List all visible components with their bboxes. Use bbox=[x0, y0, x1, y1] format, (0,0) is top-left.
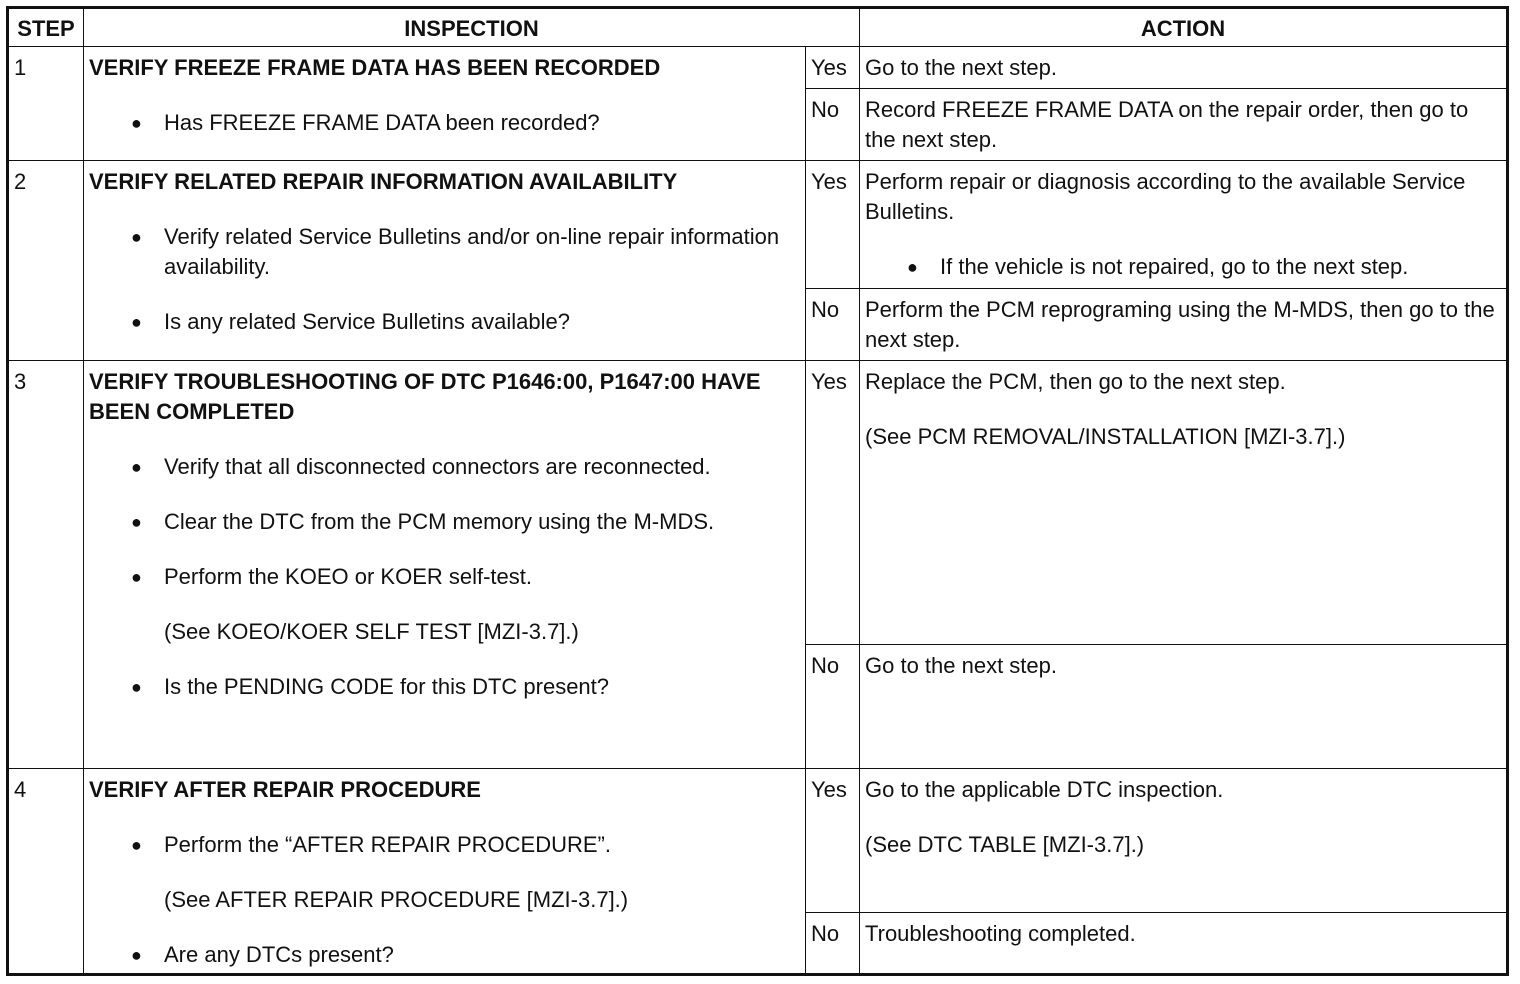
inspection-item: ● Is the PENDING CODE for this DTC present? bbox=[89, 672, 800, 702]
no-label: No bbox=[806, 89, 860, 161]
yes-action-text: Perform repair or diagnosis according to the available Service Bulletins. bbox=[865, 169, 1466, 224]
step-title: VERIFY AFTER REPAIR PROCEDURE bbox=[89, 777, 481, 802]
step-title: VERIFY TROUBLESHOOTING OF DTC P1646:00, P1647:00 HAVE BEEN COMPLETED bbox=[89, 369, 761, 424]
no-label: No bbox=[806, 645, 860, 769]
no-action: Troubleshooting completed. bbox=[860, 913, 1508, 975]
yes-label: Yes bbox=[806, 361, 860, 645]
inspection-item: ● Perform the “AFTER REPAIR PROCEDURE”. bbox=[89, 830, 800, 860]
step-4-yes-row bbox=[8, 769, 1508, 913]
step-number: 1 bbox=[8, 47, 84, 161]
step-inspection bbox=[84, 161, 806, 361]
yes-label: Yes bbox=[806, 47, 860, 89]
yes-action-text: Replace the PCM, then go to the next step. bbox=[865, 369, 1286, 394]
header-row bbox=[8, 8, 1508, 47]
step-inspection bbox=[84, 361, 806, 769]
inspection-item: ● Has FREEZE FRAME DATA been recorded? bbox=[89, 108, 800, 138]
yes-label: Yes bbox=[806, 161, 860, 289]
inspection-item: ● Are any DTCs present? bbox=[89, 940, 800, 970]
inspection-item: ● Verify related Service Bulletins and/or on-line repair information availability. bbox=[89, 222, 800, 282]
yes-action-reference: (See PCM REMOVAL/INSTALLATION [MZI-3.7].) bbox=[865, 424, 1346, 449]
step-inspection bbox=[84, 769, 806, 975]
yes-label: Yes bbox=[806, 769, 860, 913]
action-column-header: ACTION bbox=[860, 8, 1508, 47]
step-number: 3 bbox=[8, 361, 84, 769]
inspection-item: ● Perform the KOEO or KOER self-test. bbox=[89, 562, 800, 592]
no-label: No bbox=[806, 289, 860, 361]
step-1-yes-row bbox=[8, 47, 1508, 89]
no-label: No bbox=[806, 913, 860, 975]
inspection-item: ● Clear the DTC from the PCM memory using the M-MDS. bbox=[89, 507, 800, 537]
yes-action-bullet: ● If the vehicle is not repaired, go to the next step. bbox=[865, 252, 1501, 282]
step-column-header: STEP bbox=[8, 8, 84, 47]
yes-action bbox=[860, 361, 1508, 645]
step-number: 4 bbox=[8, 769, 84, 975]
step-inspection bbox=[84, 47, 806, 161]
inspection-column-header: INSPECTION bbox=[84, 8, 860, 47]
yes-action bbox=[860, 769, 1508, 913]
step-title: VERIFY FREEZE FRAME DATA HAS BEEN RECORDED bbox=[89, 55, 661, 80]
step-2-yes-row bbox=[8, 161, 1508, 289]
step-title: VERIFY RELATED REPAIR INFORMATION AVAILABILITY bbox=[89, 169, 678, 194]
inspection-item: ● Is any related Service Bulletins available? bbox=[89, 307, 800, 337]
yes-action-reference: (See DTC TABLE [MZI-3.7].) bbox=[865, 832, 1145, 857]
yes-action bbox=[860, 161, 1508, 289]
inspection-reference: (See KOEO/KOER SELF TEST [MZI-3.7].) bbox=[164, 619, 579, 644]
yes-action-text: Go to the applicable DTC inspection. bbox=[865, 777, 1224, 802]
step-3-yes-row bbox=[8, 361, 1508, 645]
no-action: Perform the PCM reprograming using the M-MDS, then go to the next step. bbox=[860, 289, 1508, 361]
inspection-reference: (See AFTER REPAIR PROCEDURE [MZI-3.7].) bbox=[164, 887, 629, 912]
step-number: 2 bbox=[8, 161, 84, 361]
inspection-item: ● Verify that all disconnected connectors are reconnected. bbox=[89, 452, 800, 482]
no-action: Go to the next step. bbox=[860, 645, 1508, 769]
yes-action: Go to the next step. bbox=[860, 47, 1508, 89]
inspection-procedure-table bbox=[6, 6, 1509, 976]
no-action: Record FREEZE FRAME DATA on the repair order, then go to the next step. bbox=[860, 89, 1508, 161]
